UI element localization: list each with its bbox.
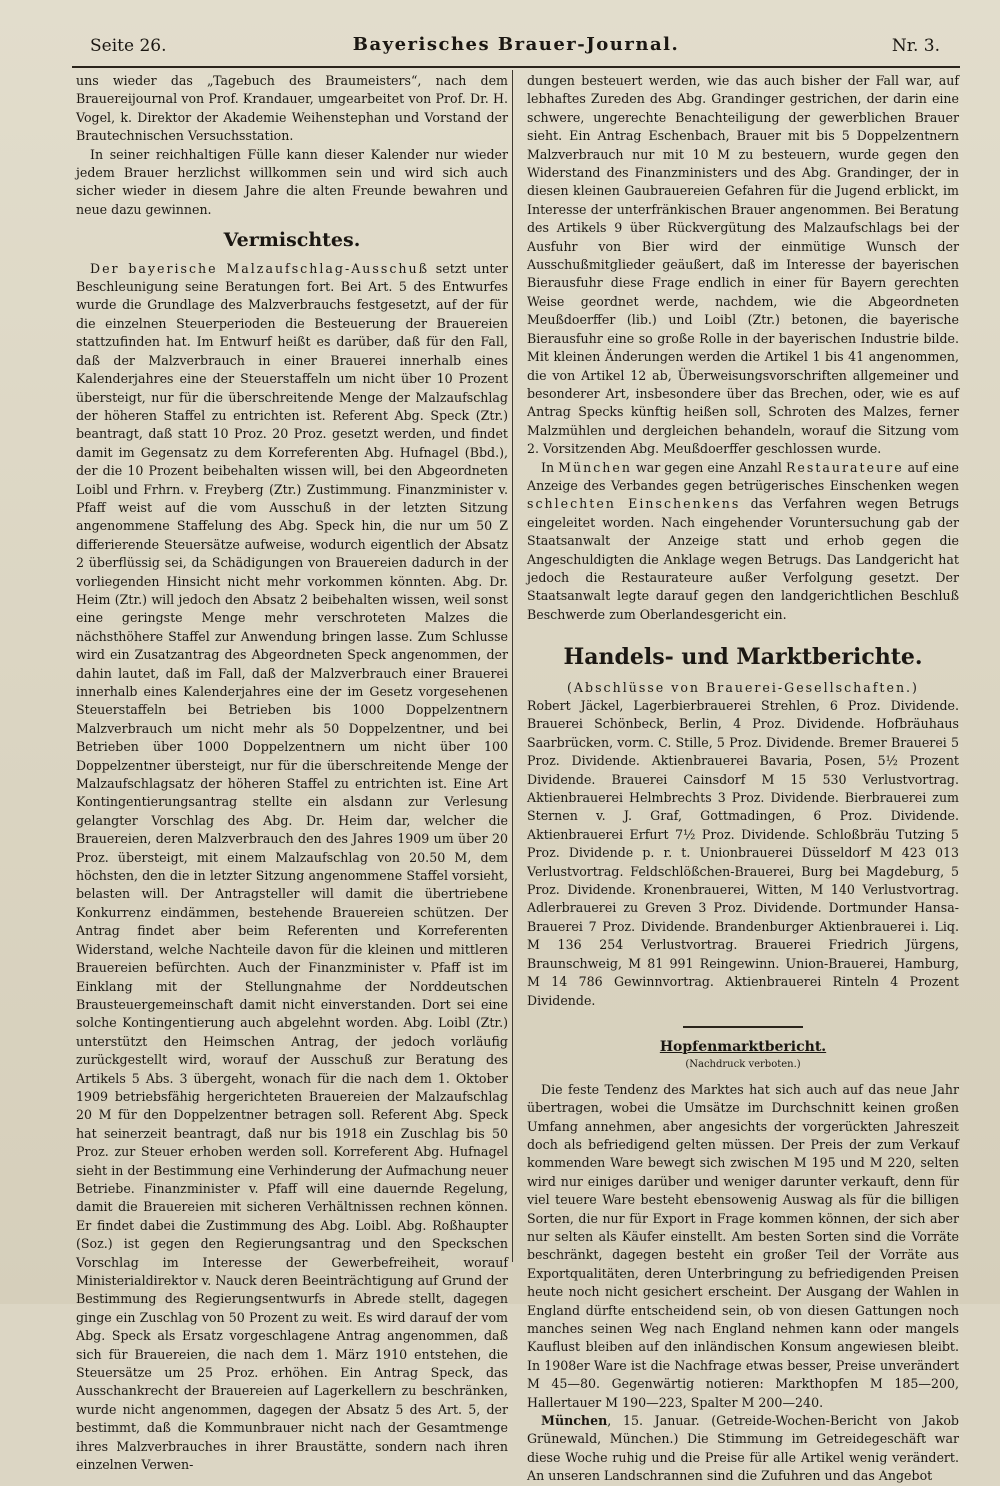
section-rule [683, 1026, 803, 1028]
text-fragment: das Verfahren wegen Betrugs eingeleitet worden. Nach eingehender Voruntersuchung gab der Staatsanwalt der Anzeige statt und erhob gegen die Angeschuldigten die Anklage wegen Betrugs. Das Landgericht hat jedoch die Restaurateure außer Verfolgung gesetzt. Der Staatsanwalt legte darauf gegen den landgerichtlichen Beschluß Beschwerde zum Oberlandesgericht ein. [527, 496, 959, 622]
section-title-vermischtes: Vermischtes. [223, 229, 361, 252]
word-restaurateure: Restaurateure [785, 459, 904, 475]
page-header [72, 30, 960, 68]
issue-number: Nr. 3. [891, 36, 940, 56]
muenchen-restaurateure-paragraph [527, 459, 959, 625]
text-fragment: auf eine Anzeige des Verbandes gegen betrügerisches Einschenken wegen [527, 459, 960, 493]
column-divider [512, 70, 513, 1262]
subheading-abschluesse: (Abschlüsse von Brauerei-Gesellschaften.) [567, 679, 919, 695]
phrase-schlechten-einschenkens: schlechten Einschenkens [527, 496, 741, 512]
munich-grain-paragraph [527, 1412, 959, 1486]
city-muenchen: München [558, 459, 632, 475]
city-muenchen-bold: München [541, 1413, 608, 1429]
right-column [527, 72, 960, 1484]
left-column [76, 72, 508, 1473]
text-fragment: In [541, 459, 559, 475]
continued-paragraph: dungen besteuert werden, wie das auch bisher der Fall war, auf lebhaftes Zureden des Abg. Grandinger gestrichen, der darin eine schwere, ungerechte Benachteiligung der gewerblichen Brauer sieht. Ein Antrag Eschenbach, Brauer mit bis 5 Doppelzentnern Malzverbrauch nur mit 10 M zu besteuern, wurde gegen den Widerstand des Finanzministers und des Abg. Grandinger, der in diesen kleinen Gaubrauereien Gefahren für die Jugend erblickt, im Interesse der unterfränkischen Brauer angenommen. Bei Beratung des Artikels 9 über Rückvergütung des Malzaufschlags bei der Ausfuhr von Bier wird der einmütige Wunsch der Ausschußmitglieder geäußert, daß im Interesse der bayerischen Bierausfuhr diese Frage endlich in einer für Bayern gerechten Weise geordnet werde, nachdem, wie die Abgeordneten Meußdoerffer (lib.) und Loibl (Ztr.) betonen, die bayerische Bierausfuhr eine so große Rolle in der bayerischen Industrie bilde. Mit kleinen Änderungen werden die Artikel 1 bis 41 angenommen, die von Artikel 12 ab, Überweisungsvorschriften allgemeiner und besonderer Art, insbesondere über das Brechen, oder, wie es auf Antrag Specks künftig heißen soll, Schroten des Malzes, ferner Malzmühlen und dergleichen behandeln, worauf die Sitzung vom 2. Vorsitzenden Abg. Meußdoerffer geschlossen wurde. [527, 73, 959, 457]
munich-grain-text: , 15. Januar. (Getreide-Wochen-Bericht von Jakob Grünewald, München.) Die Stimmung im Getreidegeschäft war diese Woche ruhig und die Preise für alle Artikel wenig verändert. An unseren Landschrannen sind die Zufuhren und das Angebot [527, 1413, 959, 1484]
section-title-handels: Handels- und Marktberichte. [563, 644, 923, 671]
intro-paragraph-2: In seiner reichhaltigen Fülle kann dieser Kalender nur wieder jedem Brauer herzlichst willkommen sein und wird sich auch sicher wieder in diesem Jahre die alten Freunde bewahren und neue dazu gewinnen. [76, 146, 508, 217]
page-number: Seite 26. [90, 36, 167, 56]
malzaufschlag-paragraph [76, 260, 508, 1475]
malzaufschlag-lead: Der bayerische Malzaufschlag-Ausschuß [90, 260, 430, 276]
text-fragment: war gegen eine Anzahl [631, 459, 786, 475]
hop-report-title: Hopfenmarktbericht. [659, 1038, 827, 1055]
hop-report-note: (Nachdruck verboten.) [685, 1059, 801, 1071]
journal-title: Bayerisches Brauer-Journal. [352, 34, 680, 55]
malzaufschlag-text: setzt unter Beschleunigung seine Beratungen fort. Bei Art. 5 des Entwurfes wurde die Grundlage des Malzverbrauchs festgesetzt, auf der für die einzelnen Steuerperioden die Besteuerung der Brauereien stattzufinden hat. Im Entwurf heißt es darüber, daß für den Fall, daß der Malzverbrauch in einer Brauerei innerhalb eines Kalenderjahres eine der Steuerstaffeln um nicht über 10 Prozent übersteigt, nur für die überschreitende Menge der Malzaufschlag der höheren Staffel zu entrichten ist. Referent Abg. Speck (Ztr.) beantragt, daß statt 10 Proz. 20 Proz. gesetzt werden, und findet damit im Gegensatz zu dem Korreferenten Abg. Hufnagel (Bbd.), der die 10 Prozent beibehalten wissen will, bei den Abgeordneten Loibl und Frhrn. v. Freyberg (Ztr.) Zustimmung. Finanzminister v. Pfaff weist auf die vom Ausschuß in der letzten Sitzung angenommene Staffelung des Abg. Speck hin, die nur um 50 Z differierende Steuersätze aufweise, wodurch eigentlich der Absatz 2 überflüssig sei, da Schädigungen von Brauereien dadurch in der vorliegenden Hinsicht nicht mehr vorkommen könnten. Abg. Dr. Heim (Ztr.) will jedoch den Absatz 2 beibehalten wissen, weil sonst eine geringste Menge mehr verschroteten Malzes die nächsthöhere Staffel zur Anwendung bringen lasse. Zum Schlusse wird ein Zusatzantrag des Abgeordneten Speck angenommen, der dahin lautet, daß im Fall, daß der Malzverbrauch einer Brauerei innerhalb eines Kalenderjahres eine der im Gesetz vorgesehenen Steuerstaffeln bei Betrieben bis 1000 Doppelzentnern Malzverbrauch um nicht mehr als 50 Doppelzentner, und bei Betrieben über 1000 Doppelzentnern um nicht über 100 Doppelzentner übersteigt, nur für die überschreitende Menge der Malzaufschlagsatz der höheren Staffel zu entrichten ist. Eine Art Kontingentierungsantrag stellte ein alsdann zur Verlesung gelangter Vorschlag des Abg. Dr. Heim dar, welcher die Brauereien, deren Malzverbrauch den des Jahres 1909 um über 20 Proz. übersteigt, mit einem Malzaufschlag von 20.50 M, dem höchsten, den die in letzter Sitzung angenommene Staffel vorsieht, belasten will. Der Antragsteller will damit die übertriebene Konkurrenz eindämmen, bestehende Brauereien schützen. Der Antrag findet aber beim Referenten und Korreferenten Widerstand, welche Nachteile davon für die kleinen und mittleren Brauereien befürchten. Auch der Finanzminister v. Pfaff ist im Einklang mit der Stellungnahme der Norddeutschen Brausteuergemeinschaft damit nicht einverstanden. Dort sei eine solche Kontingentierung auch abgelehnt worden. Abg. Loibl (Ztr.) unterstützt den Heimschen Antrag, der jedoch vorläufig zurückgestellt wird, worauf der Ausschuß zur Beratung des Artikels 5 Abs. 3 übergeht, wonach für die nach dem 1. Oktober 1909 betriebsfähig hergerichteten Brauereien der Malzaufschlag 20 M für den Doppelzentner betragen soll. Referent Abg. Speck hat seinerzeit beantragt, daß nur bis 1918 ein Zuschlag bis 50 Proz. zur Steuer erhoben werden soll. Korreferent Abg. Hufnagel sieht in der Bestimmung eine Verhinderung der Aufmachung neuer Betriebe. Finanzminister v. Pfaff will eine dauernde Regelung, damit die Brauereien mit sicheren Verhältnissen rechnen können. Er findet dabei die Zustimmung des Abg. Loibl. Abg. Roßhaupter (Soz.) ist gegen den Regierungsantrag und den Speckschen Vorschlag im Interesse der Gewerbefreiheit, worauf Ministerialdirektor v. Nauck deren Beeinträchtigung auf Grund der Bestimmung des Regierungsentwurfs in Abrede stellt, dagegen ginge ein Zuschlag von 50 Prozent zu weit. Es wird darauf der vom Abg. Speck als Ersatz vorgeschlagene Antrag angenommen, daß sich für Brauereien, die nach dem 1. März 1910 entstehen, die Steuersätze um 25 Proz. erhöhen. Ein Antrag Speck, das Ausschankrecht der Brauereien auf Lagerkellern zu beschränken, wurde nicht angenommen, dagegen der Absatz 5 des Art. 5, der bestimmt, daß die Kommunbrauer nicht nach der Gesamtmenge ihres Malzverbrauches in ihrer Braustätte, sondern nach ihren einzelnen Verwen- [76, 260, 508, 1473]
hop-report-paragraph: Die feste Tendenz des Marktes hat sich auch auf das neue Jahr übertragen, wobei die Umsätze im Durchschnitt keinen großen Umfang annehmen, aber angesichts der vorgerückten Jahreszeit doch als befriedigend gelten müssen. Der Preis der zum Verkauf kommenden Ware bewegt sich zwischen M 195 und M 220, selten wird nur einiges darüber und weniger darunter verkauft, denn für viel teuere Ware besteht ebensowenig Auswag als für die billigen Sorten, die nur für Export in Frage kommen können, der sich aber nur selten als Käufer einstellt. Am besten Sorten sind die Vorräte beschränkt, dagegen besteht ein großer Teil der Vorräte aus Exportqualitäten, deren Unterbringung zu befriedigenden Preisen heute noch nicht gesichert erscheint. Der Ausgang der Wahlen in England dürfte entscheidend sein, ob von diesen Gattungen noch manches seinen Weg nach England nehmen kann oder mangels Kauflust bleiben auf den inländischen Konsum angewiesen bleibt. In 1908er Ware ist die Nachfrage etwas besser, Preise unverändert M 45—80. Gegenwärtig notieren: Markthopfen M 185—200, Hallertauer M 190—223, Spalter M 200—240. [527, 1081, 959, 1410]
intro-paragraph-1: uns wieder das „Tagebuch des Braumeisters“, nach dem Brauereijournal von Prof. Krandauer, umgearbeitet von Prof. Dr. H. Vogel, k. Direktor der Akademie Weihenstephan und Vorstand der Brautechnischen Versuchsstation. [76, 73, 508, 144]
balances-paragraph: Robert Jäckel, Lagerbierbrauerei Strehlen, 6 Proz. Dividende. Brauerei Schönbeck, Berlin, 4 Proz. Dividende. Hofbräuhaus Saarbrücken, vorm. C. Stille, 5 Proz. Dividende. Bremer Brauerei 5 Proz. Dividende. Aktienbrauerei Bavaria, Posen, 5½ Prozent Dividende. Brauerei Cainsdorf M 15 530 Verlustvortrag. Aktienbrauerei Helmbrechts 3 Proz. Dividende. Bierbrauerei zum Sternen v. J. Graf, Gottmadingen, 6 Proz. Dividende. Aktienbrauerei Erfurt 7½ Proz. Dividende. Schloßbräu Tutzing 5 Proz. Dividende p. r. t. Unionbrauerei Düsseldorf M 423 013 Verlustvortrag. Feldschlößchen-Brauerei, Burg bei Magdeburg, 5 Proz. Dividende. Kronenbrauerei, Witten, M 140 Verlustvortrag. Adlerbrauerei zu Greven 3 Proz. Dividende. Dortmunder Hansa-Brauerei 7 Proz. Dividende. Brandenburger Aktienbrauerei i. Liq. M 136 254 Verlustvortrag. Brauerei Friedrich Jürgens, Braunschweig, M 81 991 Reingewinn. Union-Brauerei, Hamburg, M 14 786 Gewinnvortrag. Aktienbrauerei Rinteln 4 Prozent Dividende. [527, 698, 959, 1008]
